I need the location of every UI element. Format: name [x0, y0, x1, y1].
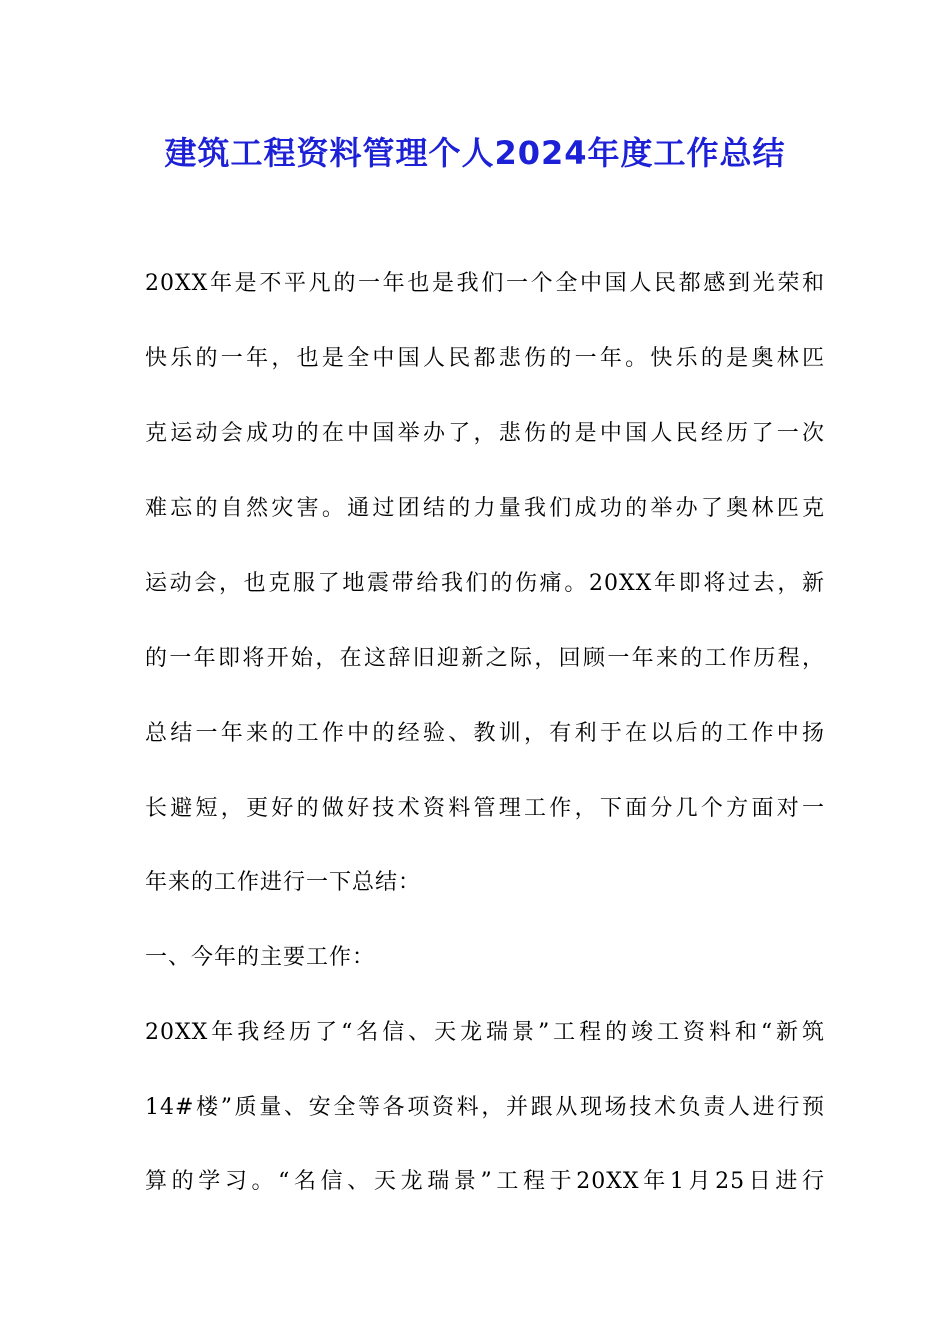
paragraph-line: 的一年即将开始，在这辞旧迎新之际，回顾一年来的工作历程，	[145, 646, 825, 671]
paragraph-line: 难忘的自然灾害。通过团结的力量我们成功的举办了奥林匹克	[145, 496, 825, 521]
paragraph-line: 总结一年来的工作中的经验、教训，有利于在以后的工作中扬	[145, 721, 825, 746]
paragraph-line: 20XX年是不平凡的一年也是我们一个全中国人民都感到光荣和	[145, 271, 825, 296]
document-title: 建筑工程资料管理个人2024年度工作总结	[164, 134, 786, 172]
paragraph-line: 运动会，也克服了地震带给我们的伤痛。20XX年即将过去，新	[145, 571, 825, 596]
paragraph-line: 20XX年我经历了“名信、天龙瑞景”工程的竣工资料和“新筑	[145, 1020, 825, 1045]
paragraph-line: 克运动会成功的在中国举办了，悲伤的是中国人民经历了一次	[145, 421, 825, 446]
section-heading: 一、今年的主要工作：	[145, 945, 376, 970]
paragraph-line: 年来的工作进行一下总结：	[145, 870, 422, 895]
paragraph-line: 长避短，更好的做好技术资料管理工作，下面分几个方面对一	[145, 796, 825, 821]
paragraph-line: 14#楼”质量、安全等各项资料，并跟从现场技术负责人进行预	[145, 1095, 825, 1120]
paragraph-line: 算的学习。“名信、天龙瑞景”工程于20XX年1月25日进行	[145, 1169, 825, 1194]
paragraph-line: 快乐的一年，也是全中国人民都悲伤的一年。快乐的是奥林匹	[145, 346, 825, 371]
